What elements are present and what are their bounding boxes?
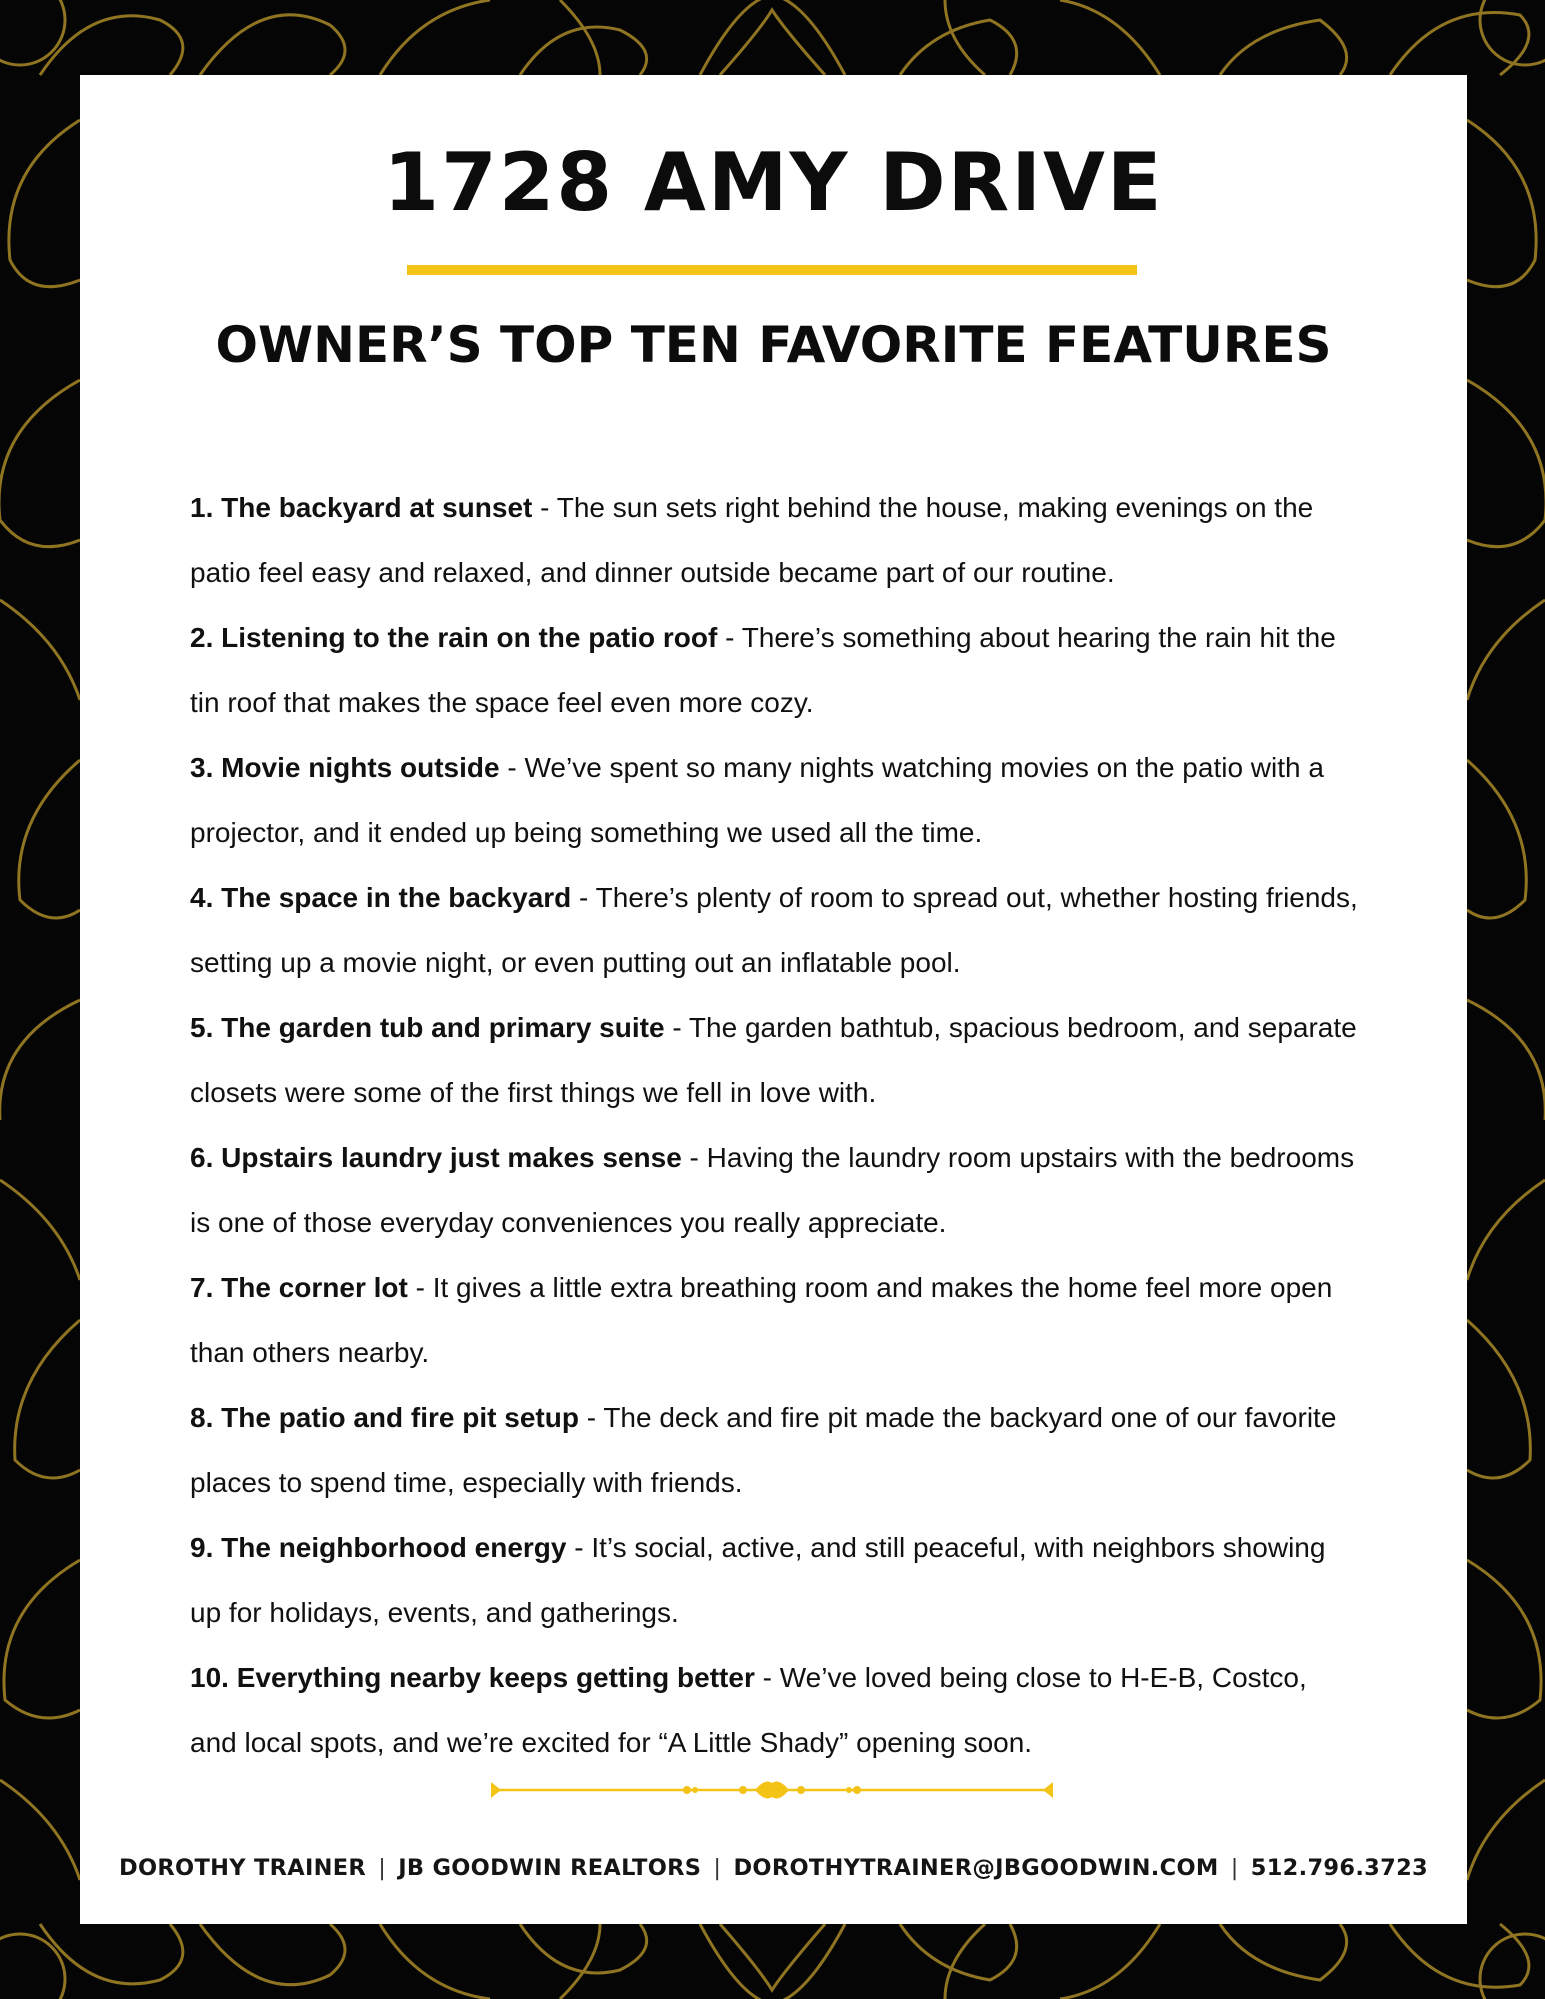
- feature-heading: 3. Movie nights outside: [190, 752, 500, 783]
- agent-name: DOROTHY TRAINER: [119, 1855, 367, 1881]
- feature-text: - Having the laundry room upstairs with the bedrooms is one of those everyday conveniences you really appreciate.: [190, 1142, 1355, 1238]
- flyer-sheet: [80, 75, 1467, 1924]
- list-item: [190, 1125, 1360, 1255]
- feature-list: [190, 475, 1360, 1775]
- feature-text: - There’s plenty of room to spread out, whether hosting friends, setting up a movie night, or even putting out an inflatable pool.: [190, 882, 1358, 978]
- page-subtitle: OWNER’S TOP TEN FAVORITE FEATURES: [215, 316, 1332, 374]
- agent-email[interactable]: DOROTHYTRAINER@JBGOODWIN.COM: [733, 1855, 1219, 1881]
- list-item: [190, 1515, 1360, 1645]
- feature-text: - We’ve spent so many nights watching movies on the patio with a projector, and it ended up being something we used all the time.: [190, 752, 1324, 848]
- feature-text: - We’ve loved being close to H-E-B, Costco, and local spots, and we’re excited for “A Little Shady” opening soon.: [190, 1662, 1307, 1758]
- list-item: [190, 865, 1360, 995]
- footer-separator: |: [378, 1855, 387, 1881]
- feature-text: - It gives a little extra breathing room and makes the home feel more open than others nearby.: [190, 1272, 1333, 1368]
- feature-heading: 8. The patio and fire pit setup: [190, 1402, 579, 1433]
- feature-heading: 4. The space in the backyard: [190, 882, 572, 913]
- ornamental-divider: [487, 1775, 1057, 1805]
- list-item: [190, 605, 1360, 735]
- feature-text: - The deck and fire pit made the backyard one of our favorite places to spend time, especially with friends.: [190, 1402, 1337, 1498]
- feature-heading: 7. The corner lot: [190, 1272, 408, 1303]
- feature-heading: 10. Everything nearby keeps getting better: [190, 1662, 755, 1693]
- feature-text: - There’s something about hearing the rain hit the tin roof that makes the space feel even more cozy.: [190, 622, 1336, 718]
- footer-separator: |: [713, 1855, 722, 1881]
- feature-heading: 9. The neighborhood energy: [190, 1532, 567, 1563]
- title-underline-rule: [407, 265, 1137, 275]
- list-item: [190, 1255, 1360, 1385]
- feature-heading: 1. The backyard at sunset: [190, 492, 533, 523]
- list-item: [190, 1645, 1360, 1775]
- footer-separator: |: [1230, 1855, 1239, 1881]
- feature-text: - The sun sets right behind the house, making evenings on the patio feel easy and relaxed, and dinner outside became part of our routine.: [190, 492, 1314, 588]
- feature-heading: 5. The garden tub and primary suite: [190, 1012, 665, 1043]
- feature-heading: 2. Listening to the rain on the patio roof: [190, 622, 718, 653]
- feature-text: - The garden bathtub, spacious bedroom, and separate closets were some of the first things we fell in love with.: [190, 1012, 1357, 1108]
- list-item: [190, 735, 1360, 865]
- list-item: [190, 995, 1360, 1125]
- footer-contact: [80, 1855, 1467, 1881]
- list-item: [190, 475, 1360, 605]
- agent-phone[interactable]: 512.796.3723: [1250, 1855, 1428, 1881]
- feature-text: - It’s social, active, and still peaceful, with neighbors showing up for holidays, events, and gatherings.: [190, 1532, 1326, 1628]
- brokerage-name: JB GOODWIN REALTORS: [398, 1855, 702, 1881]
- feature-heading: 6. Upstairs laundry just makes sense: [190, 1142, 682, 1173]
- page-title: 1728 AMY DRIVE: [383, 136, 1164, 229]
- list-item: [190, 1385, 1360, 1515]
